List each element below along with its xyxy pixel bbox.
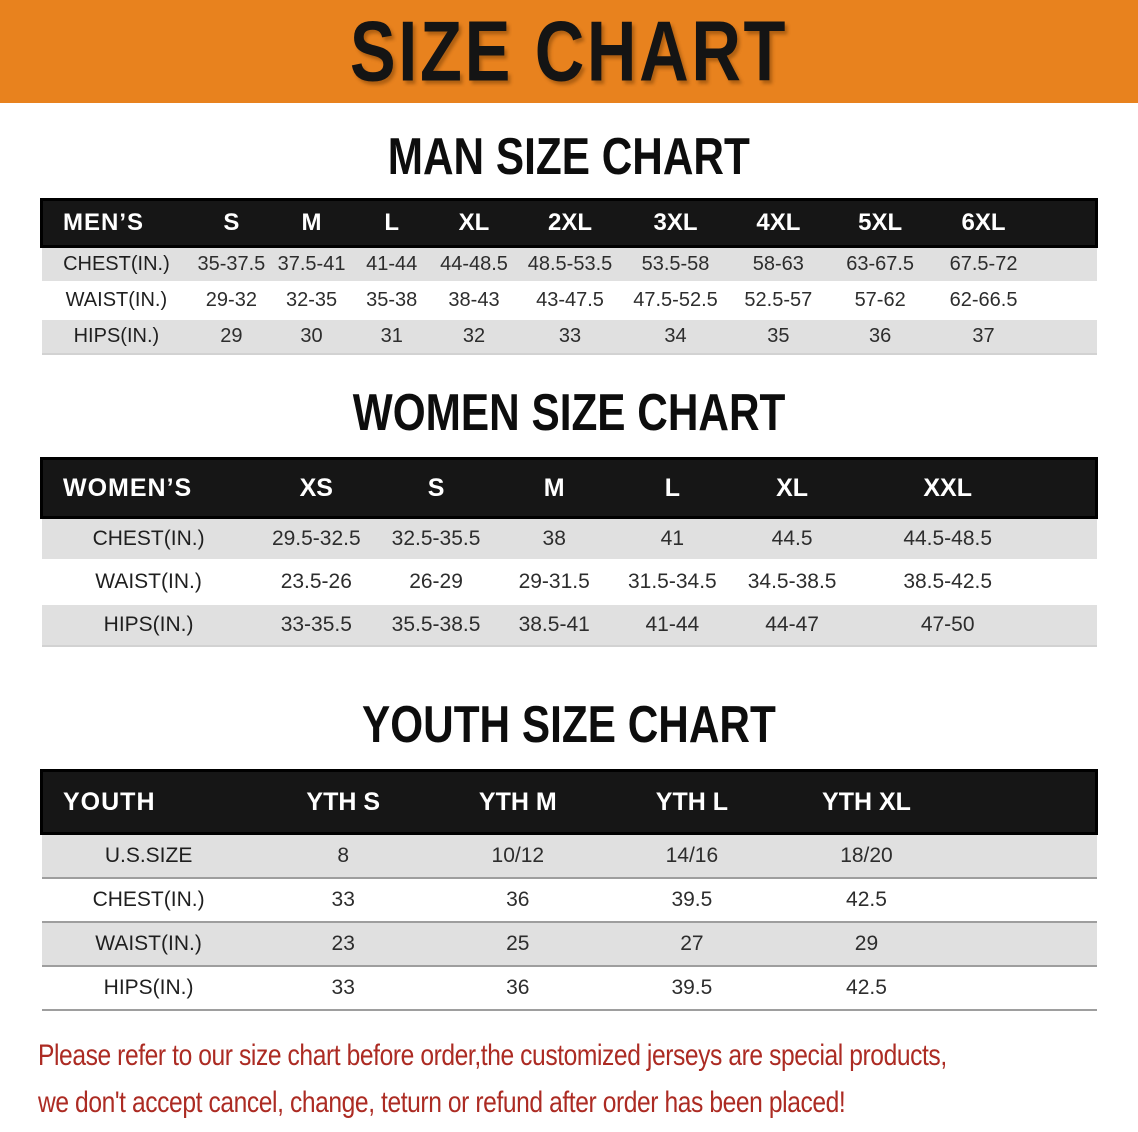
size-column-header: YTH S [256,771,431,834]
size-value-cell: 39.5 [605,878,779,922]
size-value-cell: 30 [271,319,351,355]
size-value-cell: 31.5-34.5 [613,561,731,604]
measurement-row [42,319,1097,355]
row-label-cell: CHEST(IN.) [42,878,256,922]
size-value-cell: 35 [727,319,829,355]
size-value-cell: 33 [516,319,624,355]
size-column-header: XS [256,459,377,518]
size-value-cell: 33 [256,966,431,1010]
size-value-cell: 36 [431,878,605,922]
size-value-cell: 27 [605,922,779,966]
size-value-cell: 62-66.5 [931,283,1037,319]
size-value-cell: 31 [352,319,432,355]
row-label-cell: WAIST(IN.) [42,561,256,604]
size-column-header: L [352,200,432,247]
size-value-cell: 44-47 [731,604,852,647]
row-label-cell: U.S.SIZE [42,834,256,879]
size-value-cell: 42.5 [779,966,954,1010]
filler-cell [954,922,1096,966]
table-header-row [42,459,1097,518]
measurement-row [42,966,1097,1010]
filler-cell [1036,247,1096,283]
size-value-cell: 36 [431,966,605,1010]
filler-cell [1036,283,1096,319]
size-value-cell: 67.5-72 [931,247,1037,283]
filler-cell [1036,319,1096,355]
size-value-cell: 44.5-48.5 [853,518,1043,561]
size-value-cell: 29 [191,319,271,355]
size-value-cell: 44-48.5 [432,247,516,283]
measurement-row [42,283,1097,319]
size-column-header: 5XL [830,200,931,247]
filler-cell [954,771,1096,834]
measurement-row [42,247,1097,283]
size-table-women [40,457,1098,647]
size-value-cell: 35-37.5 [191,247,271,283]
measurement-row [42,878,1097,922]
size-value-cell: 37 [931,319,1037,355]
group-header-cell: YOUTH [42,771,256,834]
table-header-row [42,200,1097,247]
filler-cell [1043,518,1097,561]
size-column-header: XL [432,200,516,247]
size-value-cell: 8 [256,834,431,879]
filler-cell [1036,200,1096,247]
section-heading-row [0,126,1138,186]
size-value-cell: 41 [613,518,731,561]
section-heading: MAN SIZE CHART [387,126,751,186]
size-value-cell: 29.5-32.5 [256,518,377,561]
size-value-cell: 52.5-57 [727,283,829,319]
row-label-cell: WAIST(IN.) [42,922,256,966]
size-value-cell: 41-44 [352,247,432,283]
section-heading-row [0,382,1138,442]
measurement-row [42,922,1097,966]
size-value-cell: 39.5 [605,966,779,1010]
group-header-cell: MEN’S [42,200,192,247]
filler-cell [954,966,1096,1010]
filler-cell [954,834,1096,879]
size-value-cell: 43-47.5 [516,283,624,319]
group-header-cell: WOMEN’S [42,459,256,518]
size-value-cell: 34 [624,319,727,355]
size-column-header: YTH XL [779,771,954,834]
size-value-cell: 38.5-42.5 [853,561,1043,604]
size-value-cell: 29 [779,922,954,966]
measurement-row [42,518,1097,561]
row-label-cell: CHEST(IN.) [42,518,256,561]
size-value-cell: 38.5-41 [495,604,613,647]
size-column-header: S [191,200,271,247]
size-column-header: 3XL [624,200,727,247]
size-value-cell: 41-44 [613,604,731,647]
size-value-cell: 23.5-26 [256,561,377,604]
size-chart-section-youth [0,694,1138,1011]
size-value-cell: 29-31.5 [495,561,613,604]
size-column-header: XXL [853,459,1043,518]
size-value-cell: 18/20 [779,834,954,879]
size-table-youth [40,769,1098,1011]
measurement-row [42,604,1097,647]
size-value-cell: 53.5-58 [624,247,727,283]
size-value-cell: 42.5 [779,878,954,922]
size-column-header: XL [731,459,852,518]
size-value-cell: 38-43 [432,283,516,319]
order-notice [0,1033,1138,1126]
size-chart-sections [0,126,1138,1011]
size-value-cell: 10/12 [431,834,605,879]
size-chart-section-men [0,126,1138,355]
size-column-header: YTH L [605,771,779,834]
measurement-row [42,561,1097,604]
row-label-cell: CHEST(IN.) [42,247,192,283]
notice-line: Please refer to our size chart before order,the customized jerseys are special products, [38,1039,947,1072]
page-title: SIZE CHART [349,2,789,100]
size-value-cell: 57-62 [830,283,931,319]
notice-line: we don't accept cancel, change, teturn or refund after order has been placed! [38,1085,846,1119]
filler-cell [1043,459,1097,518]
size-value-cell: 34.5-38.5 [731,561,852,604]
size-value-cell: 63-67.5 [830,247,931,283]
size-value-cell: 35-38 [352,283,432,319]
size-value-cell: 32 [432,319,516,355]
size-value-cell: 33-35.5 [256,604,377,647]
table-header-row [42,771,1097,834]
size-value-cell: 35.5-38.5 [377,604,495,647]
size-value-cell: 37.5-41 [271,247,351,283]
size-value-cell: 14/16 [605,834,779,879]
section-heading-row [0,694,1138,754]
title-banner [0,0,1138,103]
size-column-header: YTH M [431,771,605,834]
size-value-cell: 23 [256,922,431,966]
size-column-header: L [613,459,731,518]
size-column-header: 2XL [516,200,624,247]
size-column-header: M [495,459,613,518]
measurement-row [42,834,1097,879]
size-value-cell: 32-35 [271,283,351,319]
size-value-cell: 33 [256,878,431,922]
size-value-cell: 26-29 [377,561,495,604]
filler-cell [1043,561,1097,604]
filler-cell [1043,604,1097,647]
size-value-cell: 29-32 [191,283,271,319]
size-column-header: 4XL [727,200,829,247]
row-label-cell: WAIST(IN.) [42,283,192,319]
size-table-men [40,198,1098,355]
size-value-cell: 25 [431,922,605,966]
size-value-cell: 58-63 [727,247,829,283]
size-value-cell: 32.5-35.5 [377,518,495,561]
row-label-cell: HIPS(IN.) [42,604,256,647]
size-value-cell: 47-50 [853,604,1043,647]
size-column-header: 6XL [931,200,1037,247]
size-value-cell: 44.5 [731,518,852,561]
size-chart-section-women [0,382,1138,647]
section-heading: WOMEN SIZE CHART [352,382,786,442]
size-value-cell: 48.5-53.5 [516,247,624,283]
size-value-cell: 38 [495,518,613,561]
size-value-cell: 47.5-52.5 [624,283,727,319]
size-column-header: M [271,200,351,247]
filler-cell [954,878,1096,922]
size-value-cell: 36 [830,319,931,355]
size-column-header: S [377,459,495,518]
section-heading: YOUTH SIZE CHART [362,694,776,754]
row-label-cell: HIPS(IN.) [42,966,256,1010]
row-label-cell: HIPS(IN.) [42,319,192,355]
